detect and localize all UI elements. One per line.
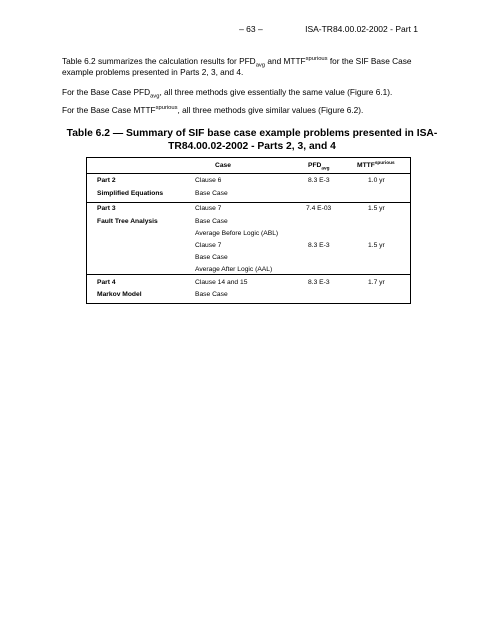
part2-method: Simplified Equations bbox=[97, 190, 164, 197]
part3b-pfd: 8.3 E-3 bbox=[308, 242, 330, 249]
part4-case-line2: Base Case bbox=[195, 291, 228, 298]
part2-case-line1: Clause 6 bbox=[195, 177, 222, 184]
part3b-case-line3: Average After Logic (AAL) bbox=[195, 266, 273, 273]
part4-case-line1: Clause 14 and 15 bbox=[195, 279, 248, 286]
caption-line-1: Table 6.2 — Summary of SIF base case example problems presented in ISA- bbox=[66, 128, 438, 139]
part2-label: Part 2 bbox=[97, 177, 116, 184]
part4-mttf: 1.7 yr bbox=[368, 279, 385, 286]
header-case: Case bbox=[215, 162, 231, 169]
part3b-case-line2: Base Case bbox=[195, 254, 228, 261]
caption-line-2: TR84.00.02-2002 - Parts 2, 3, and 4 bbox=[168, 141, 336, 152]
part3b-mttf: 1.5 yr bbox=[368, 242, 385, 249]
part4-pfd: 8.3 E-3 bbox=[308, 279, 330, 286]
paragraph-pfd: For the Base Case $PFD_{avg}$, all three methods give essentially the same value (Figure 6.1). bbox=[62, 87, 393, 100]
header-pfd: $PFD_{avg}$ bbox=[308, 162, 330, 171]
table-rule bbox=[87, 173, 410, 174]
part2-mttf: 1.0 yr bbox=[368, 177, 385, 184]
summary-table bbox=[86, 157, 411, 304]
page-header bbox=[239, 24, 418, 34]
part3b-case-line1: Clause 7 bbox=[195, 242, 222, 249]
part2-pfd: 8.3 E-3 bbox=[308, 177, 330, 184]
table-rule bbox=[87, 202, 410, 203]
part3-label: Part 3 bbox=[97, 205, 116, 212]
page-number: – 63 – bbox=[239, 24, 263, 34]
part4-label: Part 4 bbox=[97, 279, 116, 286]
part3-method: Fault Tree Analysis bbox=[97, 218, 158, 225]
part2-case-line2: Base Case bbox=[195, 190, 228, 197]
part3a-mttf: 1.5 yr bbox=[368, 205, 385, 212]
document-id: ISA-TR84.00.02-2002 - Part 1 bbox=[305, 24, 418, 34]
paragraph-summary: Table 6.2 summarizes the calculation results for $PFD_{avg}$ and $MTTF^{spurious}$ for the SIF Base Case example problems presented in Parts 2, 3, and 4. bbox=[62, 56, 412, 77]
table-caption bbox=[62, 127, 442, 153]
part4-method: Markov Model bbox=[97, 291, 142, 298]
part3a-pfd: 7.4 E-03 bbox=[306, 205, 332, 212]
part3a-case-line3: Average Before Logic (ABL) bbox=[195, 230, 279, 237]
part3a-case-line2: Base Case bbox=[195, 218, 228, 225]
header-mttf: $MTTF^{spurious}$ bbox=[357, 159, 395, 169]
table-rule bbox=[87, 274, 410, 275]
paragraph-mttf: For the Base Case $MTTF^{spurious}$, all three methods give similar values (Figure 6.2). bbox=[62, 105, 364, 115]
part3a-case-line1: Clause 7 bbox=[195, 205, 222, 212]
